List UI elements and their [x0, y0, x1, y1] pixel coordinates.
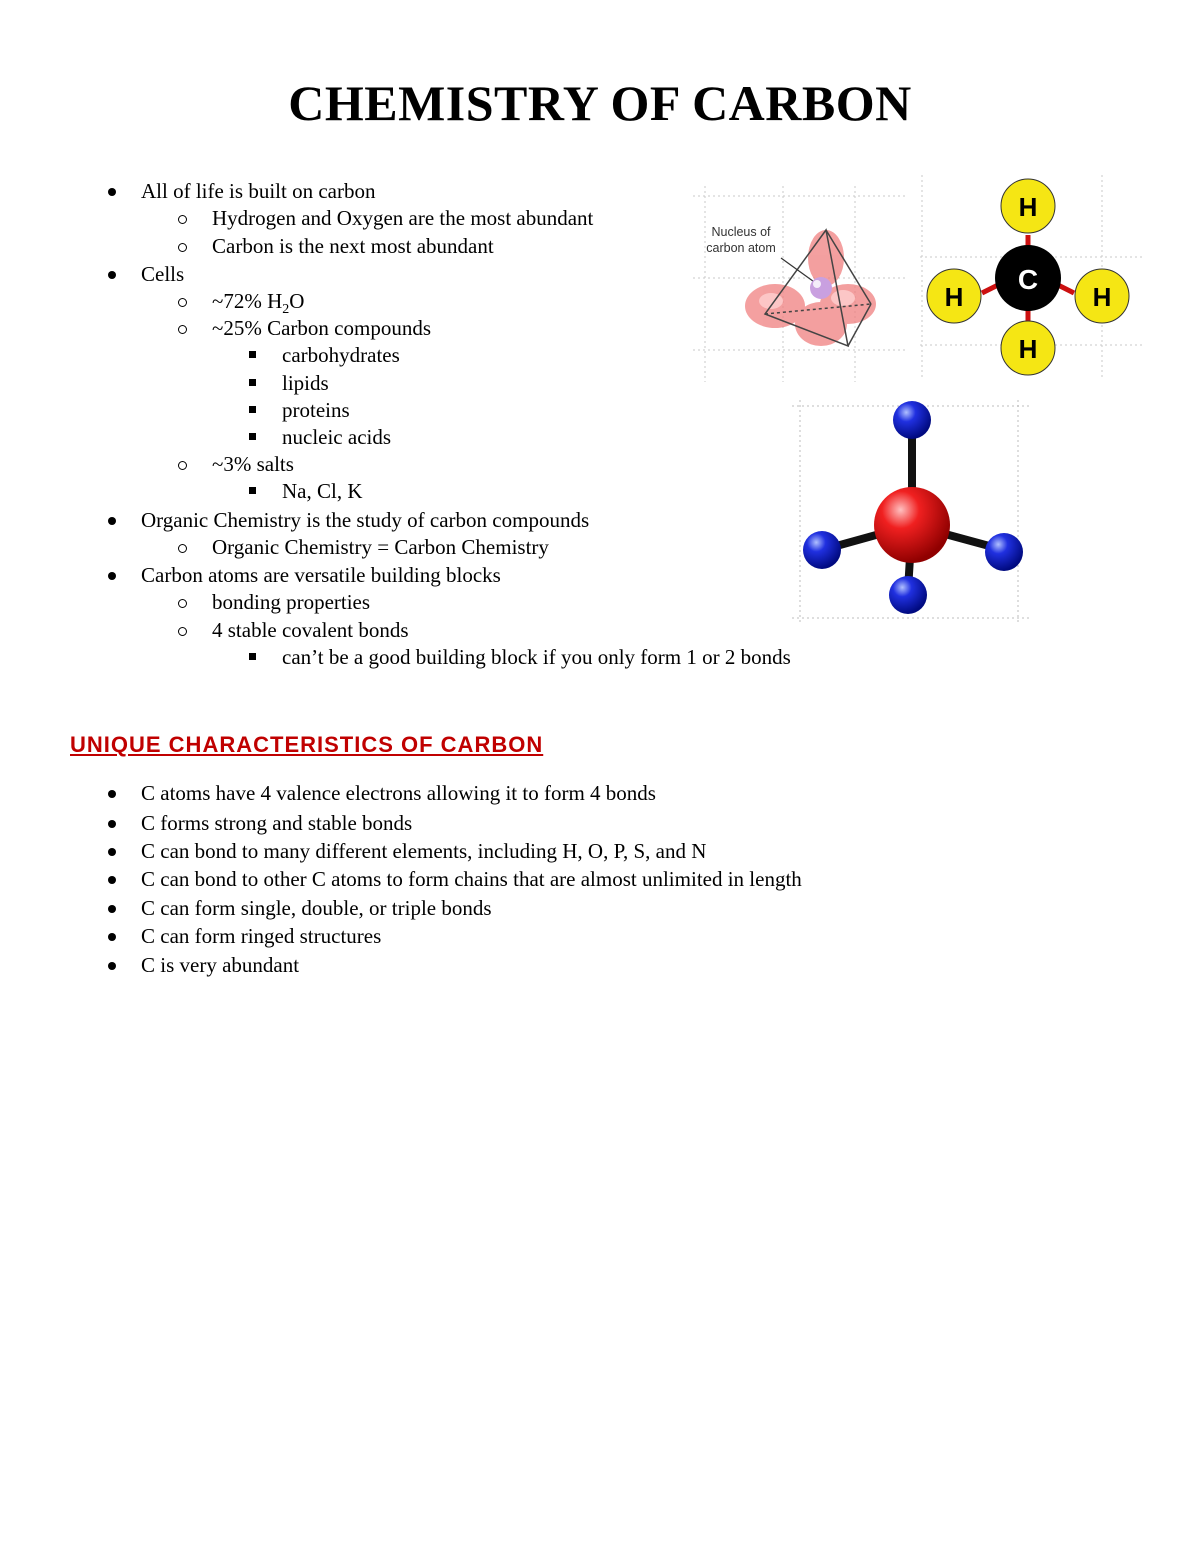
- bullet-square: [249, 351, 256, 358]
- item-text: Organic Chemistry is the study of carbon compounds: [141, 508, 590, 532]
- characteristic-item: C can bond to other C atoms to form chains that are almost unlimited in length: [141, 867, 802, 891]
- outline-item-level-2: [212, 589, 370, 616]
- bullet-circle: [178, 461, 187, 470]
- item-text: 4 stable covalent bonds: [212, 618, 409, 642]
- nucleus-label-line1: Nucleus of: [711, 225, 771, 239]
- bullet-dot: [108, 790, 116, 798]
- bullet-square: [249, 406, 256, 413]
- bullet-square: [249, 433, 256, 440]
- item-text: nucleic acids: [282, 425, 392, 449]
- bullet-circle: [178, 544, 187, 553]
- bullet-circle: [178, 298, 187, 307]
- outline-item-level-1: [141, 261, 184, 288]
- bullet-circle: [178, 215, 187, 224]
- characteristic-item: C can form single, double, or triple bonds: [141, 896, 492, 920]
- bullet-dot: [108, 188, 116, 196]
- outline-item-level-2: [212, 315, 431, 342]
- outline-item-level-3: [282, 370, 329, 397]
- item-text: Na, Cl, K: [282, 479, 363, 503]
- item-text: carbohydrates: [282, 343, 400, 367]
- item-text: lipids: [282, 371, 329, 395]
- item-text: proteins: [282, 398, 350, 422]
- section-heading: UNIQUE CHARACTERISTICS OF CARBON: [70, 732, 544, 757]
- bullet-dot: [108, 517, 116, 525]
- bullet-circle: [178, 599, 187, 608]
- bullet-circle: [178, 325, 187, 334]
- outline-item-level-1: [141, 562, 501, 589]
- item-text: Carbon atoms are versatile building blocks: [141, 563, 501, 587]
- item-text: All of life is built on carbon: [141, 179, 376, 203]
- characteristic-item: C can bond to many different elements, including H, O, P, S, and N: [141, 839, 707, 863]
- bullet-square: [249, 653, 256, 660]
- item-text: Hydrogen and Oxygen are the most abundant: [212, 206, 594, 230]
- item-text: ~25% Carbon compounds: [212, 316, 432, 340]
- page-title: CHEMISTRY OF CARBON: [288, 75, 912, 131]
- item-text: Carbon is the next most abundant: [212, 234, 494, 258]
- hydrogen-label-right: H: [1092, 282, 1112, 312]
- methane-structure-figure: [920, 175, 1142, 380]
- characteristic-item: C can form ringed structures: [141, 924, 382, 948]
- subscript: 2: [282, 302, 290, 318]
- characteristic-item: C is very abundant: [141, 953, 300, 977]
- nucleus-label-line2: carbon atom: [706, 241, 776, 255]
- ball-and-stick-figure: [792, 400, 1032, 624]
- outline-item-level-3: [282, 478, 363, 505]
- bullet-square: [249, 379, 256, 386]
- outline-item-level-2: [212, 451, 294, 478]
- item-text: Cells: [141, 262, 185, 286]
- bullet-dot: [108, 848, 116, 856]
- item-text: ~3% salts: [212, 452, 294, 476]
- bullet-square: [249, 487, 256, 494]
- characteristic-item: C forms strong and stable bonds: [141, 811, 413, 835]
- outline-item-level-2: [212, 205, 593, 232]
- bullet-dot: [108, 933, 116, 941]
- outline-item-level-3: [282, 397, 350, 424]
- outline-item-level-1: [141, 507, 589, 534]
- bullet-dot: [108, 820, 116, 828]
- outline-item-level-1: [141, 178, 375, 205]
- characteristic-item: C atoms have 4 valence electrons allowing it to form 4 bonds: [141, 781, 656, 805]
- outline-item-level-3: [282, 644, 791, 671]
- carbon-atom-label: C: [1017, 264, 1039, 295]
- outline-item-level-3: [282, 342, 400, 369]
- outline-item-level-2: [212, 534, 549, 561]
- item-text-after: O: [289, 289, 305, 313]
- hydrogen-label-left: H: [944, 282, 964, 312]
- item-text: Organic Chemistry = Carbon Chemistry: [212, 535, 549, 559]
- item-text: can’t be a good building block if you only form 1 or 2 bonds: [282, 645, 791, 669]
- bullet-dot: [108, 905, 116, 913]
- bullet-circle: [178, 243, 187, 252]
- outline-item-level-3: [282, 424, 391, 451]
- tetrahedral-carbon-figure: [693, 186, 905, 382]
- bullet-dot: [108, 962, 116, 970]
- bullet-dot: [108, 572, 116, 580]
- hydrogen-label-bottom: H: [1018, 334, 1038, 364]
- hydrogen-label-top: H: [1018, 192, 1038, 222]
- bullet-circle: [178, 627, 187, 636]
- bullet-dot: [108, 271, 116, 279]
- item-text: ~72% H: [212, 289, 283, 313]
- bullet-dot: [108, 876, 116, 884]
- outline-item-level-2: [212, 617, 409, 644]
- item-text: bonding properties: [212, 590, 371, 614]
- outline-item-level-2: [212, 233, 494, 260]
